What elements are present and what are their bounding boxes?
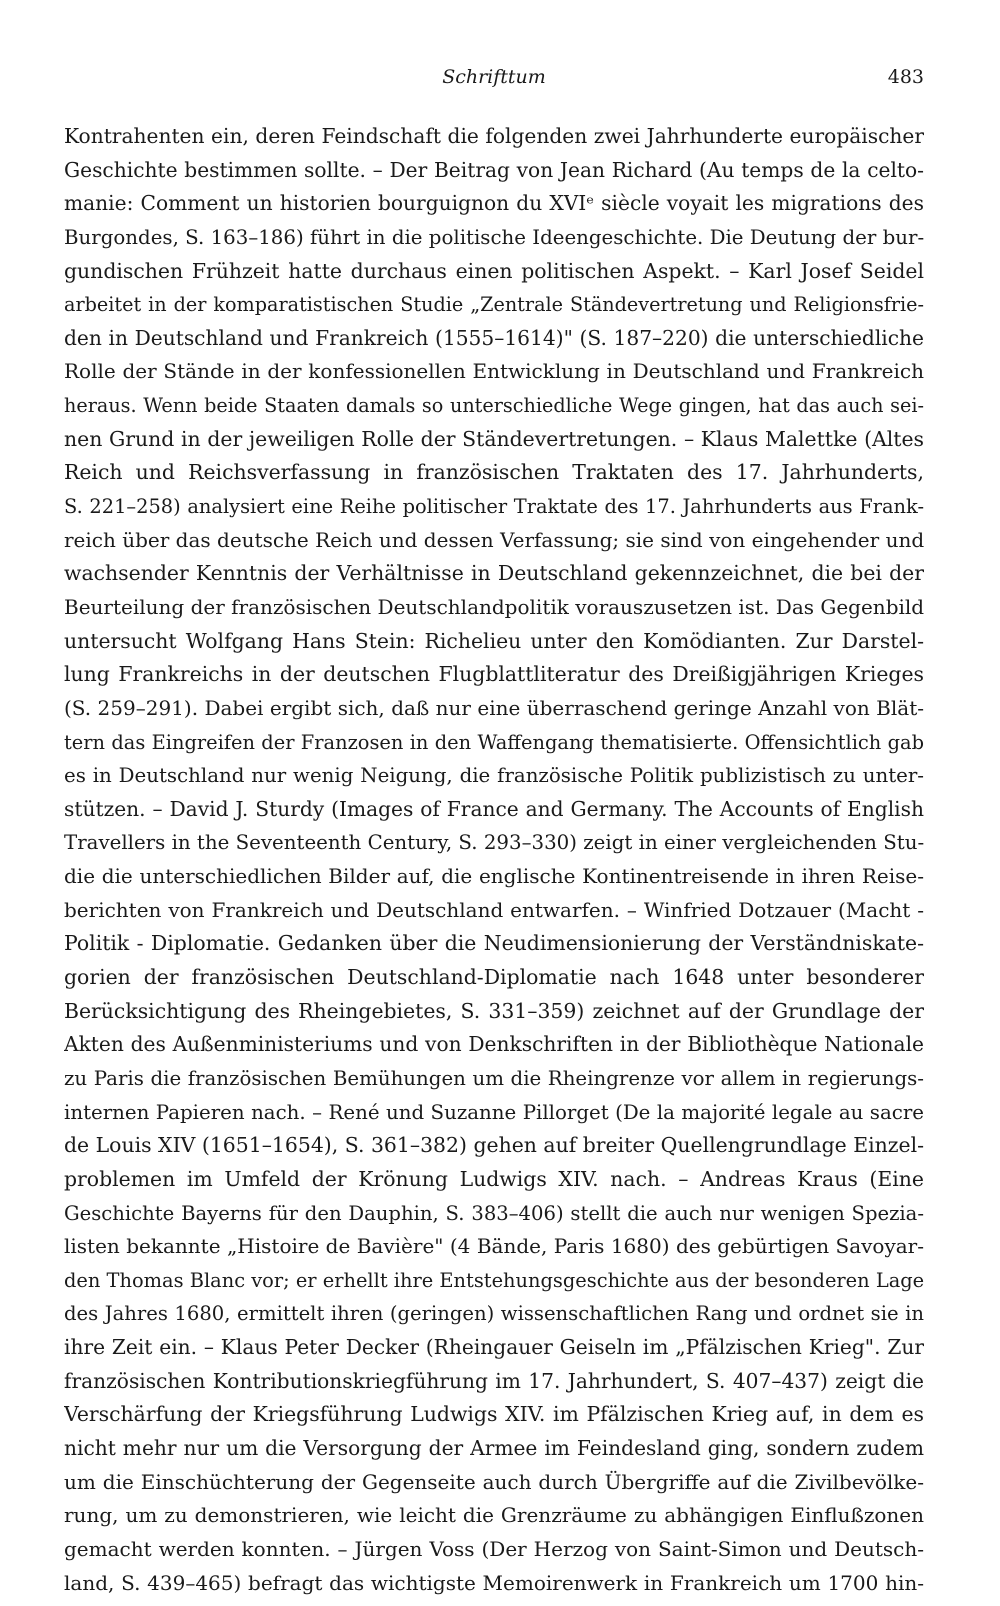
text-line: wachsender Kenntnis der Verhältnisse in Deutschland gekennzeichnet, die bei der: [64, 561, 924, 586]
text-line: internen Papieren nach. – René und Suzanne Pillorget (De la majorité legale au sacre: [64, 1100, 924, 1124]
text-line: nicht mehr nur um die Versorgung der Armee im Feindesland ging, sondern zudem: [64, 1435, 924, 1460]
text-line: ihre Zeit ein. – Klaus Peter Decker (Rheingauer Geiseln im „Pfälzischen Krieg". Zur: [64, 1335, 924, 1360]
text-line: stützen. – David J. Sturdy (Images of France and Germany. The Accounts of English: [64, 796, 924, 821]
text-line: (S. 259–291). Dabei ergibt sich, daß nur eine überraschend geringe Anzahl von Blät-: [64, 695, 924, 720]
text-line: gorien der französischen Deutschland-Diplomatie nach 1648 unter besonderer: [64, 965, 924, 990]
text-line: gemacht werden konnten. – Jürgen Voss (Der Herzog von Saint-Simon und Deutsch-: [64, 1536, 924, 1561]
text-line: es in Deutschland nur wenig Neigung, die französische Politik publizistisch zu unter-: [64, 764, 924, 788]
text-line: gundischen Frühzeit hatte durchaus einen politischen Aspekt. – Karl Josef Seidel: [64, 258, 924, 283]
text-line: Politik - Diplomatie. Gedanken über die Neudimensionierung der Verständniskate-: [64, 931, 924, 956]
body-text: [64, 120, 924, 1600]
text-line: Reich und Reichsverfassung in französischen Traktaten des 17. Jahrhunderts,: [64, 460, 924, 485]
text-line: den in Deutschland und Frankreich (1555–1614)" (S. 187–220) die unterschiedliche: [64, 325, 924, 350]
page-header: [64, 62, 924, 92]
text-line: rung, um zu demonstrieren, wie leicht die Grenzräume zu abhängigen Einflußzonen: [64, 1503, 924, 1528]
text-line: des Jahres 1680, ermittelt ihren (geringen) wissenschaftlichen Rang und ordnet sie in: [64, 1302, 924, 1326]
text-line: listen bekannte „Histoire de Bavière" (4 Bände, Paris 1680) des gebürtigen Savoyar-: [64, 1234, 924, 1259]
text-line: de Louis XIV (1651–1654), S. 361–382) gehen auf breiter Quellengrundlage Einzel-: [64, 1133, 924, 1158]
text-line: lung Frankreichs in der deutschen Flugblattliteratur des Dreißigjährigen Krieges: [64, 662, 924, 687]
text-line: Travellers in the Seventeenth Century, S. 293–330) zeigt in einer vergleichenden Stu-: [64, 831, 924, 855]
text-line: nen Grund in der jeweiligen Rolle der Ständevertretungen. – Klaus Malettke (Altes: [64, 426, 924, 451]
text-line: Akten des Außenministeriums und von Denkschriften in der Bibliothèque Nationale: [64, 1032, 924, 1057]
text-line: tern das Eingreifen der Franzosen in den Waffengang thematisierte. Offensichtlich gab: [64, 730, 924, 754]
text-line: Kontrahenten ein, deren Feindschaft die folgenden zwei Jahrhunderte europäischer: [64, 124, 924, 148]
text-line: Geschichte bestimmen sollte. – Der Beitrag von Jean Richard (Au temps de la celto-: [64, 157, 924, 182]
text-line: manie: Comment un historien bourguignon du XVIᵉ siècle voyait les migrations des: [64, 191, 924, 216]
text-line: Berücksichtigung des Rheingebietes, S. 331–359) zeichnet auf der Grundlage der: [64, 998, 924, 1023]
text-line: Verschärfung der Kriegsführung Ludwigs XIV. im Pfälzischen Krieg auf, in dem es: [64, 1402, 924, 1427]
text-line: französischen Kontributionskriegführung im 17. Jahrhundert, S. 407–437) zeigt die: [64, 1368, 924, 1393]
text-line: reich über das deutsche Reich und dessen Verfassung; sie sind von eingehender und: [64, 527, 924, 552]
running-title: Schrifttum: [442, 66, 546, 88]
text-line: Burgondes, S. 163–186) führt in die politische Ideengeschichte. Die Deutung der bur-: [64, 225, 924, 249]
text-line: den Thomas Blanc vor; er erhellt ihre Entstehungsgeschichte aus der besonderen Lage: [64, 1268, 924, 1292]
text-line: land, S. 439–465) befragt das wichtigste Memoirenwerk in Frankreich um 1700 hin-: [64, 1570, 924, 1595]
text-line: berichten von Frankreich und Deutschland entwarfen. – Winfried Dotzauer (Macht -: [64, 897, 924, 922]
text-line: S. 221–258) analysiert eine Reihe politischer Traktate des 17. Jahrhunderts aus Frank-: [64, 495, 924, 519]
text-line: Rolle der Stände in der konfessionellen Entwicklung in Deutschland und Frankreich: [64, 359, 924, 384]
text-line: zu Paris die französischen Bemühungen um die Rheingrenze vor allem in regierungs-: [64, 1066, 924, 1090]
page-number: 483: [887, 66, 924, 88]
text-line: heraus. Wenn beide Staaten damals so unterschiedliche Wege gingen, hat das auch sei-: [64, 394, 924, 418]
text-line: arbeitet in der komparatistischen Studie „Zentrale Ständevertretung und Religionsfrie-: [64, 293, 924, 317]
text-line: untersucht Wolfgang Hans Stein: Richelieu unter den Komödianten. Zur Darstel-: [64, 628, 924, 653]
text-line: die die unterschiedlichen Bilder auf, die englische Kontinentreisende in ihren Reise-: [64, 864, 924, 889]
text-line: Geschichte Bayerns für den Dauphin, S. 383–406) stellt die auch nur wenigen Spezia-: [64, 1201, 924, 1225]
text-line: um die Einschüchterung der Gegenseite auch durch Übergriffe auf die Zivilbevölke-: [64, 1469, 924, 1494]
text-line: problemen im Umfeld der Krönung Ludwigs XIV. nach. – Andreas Kraus (Eine: [64, 1166, 924, 1191]
text-line: Beurteilung der französischen Deutschlandpolitik vorauszusetzen ist. Das Gegenbild: [64, 594, 924, 619]
